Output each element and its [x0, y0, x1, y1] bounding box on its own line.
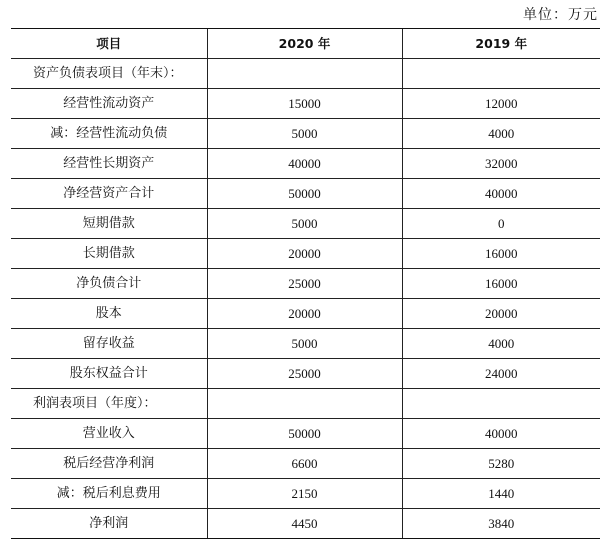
- row-label: 留存收益: [11, 329, 207, 359]
- row-label: 税后经营净利润: [11, 449, 207, 479]
- table-row: [11, 179, 600, 209]
- section-row: [11, 59, 600, 89]
- cell-2019: 12000: [402, 89, 600, 119]
- cell-2019: 20000: [402, 299, 600, 329]
- header-row: [11, 29, 600, 59]
- header-2019: 2019 年: [402, 29, 600, 59]
- cell-2020: 25000: [207, 359, 402, 389]
- row-label: 营业收入: [11, 419, 207, 449]
- cell-2019: [402, 389, 600, 419]
- table-row: [11, 149, 600, 179]
- cell-2019: 40000: [402, 419, 600, 449]
- row-label: 股东权益合计: [11, 359, 207, 389]
- cell-2020: 50000: [207, 419, 402, 449]
- financial-table: [11, 28, 600, 539]
- cell-2020: 5000: [207, 119, 402, 149]
- table-row: [11, 419, 600, 449]
- cell-2020: 6600: [207, 449, 402, 479]
- header-item: 项目: [11, 29, 207, 59]
- cell-2019: 32000: [402, 149, 600, 179]
- row-label: 经营性长期资产: [11, 149, 207, 179]
- section-label: 资产负债表项目（年末）：: [11, 59, 207, 89]
- table-row: [11, 479, 600, 509]
- unit-label: 单位：万元: [523, 7, 598, 23]
- cell-2020: 15000: [207, 89, 402, 119]
- cell-2020: 20000: [207, 299, 402, 329]
- header-2020: 2020 年: [207, 29, 402, 59]
- row-label: 净经营资产合计: [11, 179, 207, 209]
- row-label: 减：经营性流动负债: [11, 119, 207, 149]
- table-row: [11, 509, 600, 539]
- row-label: 减：税后利息费用: [11, 479, 207, 509]
- cell-2020: 40000: [207, 149, 402, 179]
- table-body: [11, 59, 600, 539]
- table-header: [11, 29, 600, 59]
- cell-2019: 5280: [402, 449, 600, 479]
- row-label: 短期借款: [11, 209, 207, 239]
- cell-2020: 25000: [207, 269, 402, 299]
- cell-2019: 16000: [402, 269, 600, 299]
- table-row: [11, 329, 600, 359]
- row-label: 经营性流动资产: [11, 89, 207, 119]
- cell-2019: 24000: [402, 359, 600, 389]
- cell-2019: [402, 59, 600, 89]
- table-row: [11, 449, 600, 479]
- cell-2020: 5000: [207, 209, 402, 239]
- row-label: 股本: [11, 299, 207, 329]
- cell-2019: 16000: [402, 239, 600, 269]
- table-row: [11, 359, 600, 389]
- cell-2020: 50000: [207, 179, 402, 209]
- row-label: 净利润: [11, 509, 207, 539]
- cell-2019: 4000: [402, 119, 600, 149]
- cell-2020: [207, 389, 402, 419]
- cell-2020: 5000: [207, 329, 402, 359]
- cell-2020: 2150: [207, 479, 402, 509]
- table-row: [11, 299, 600, 329]
- cell-2019: 1440: [402, 479, 600, 509]
- cell-2020: [207, 59, 402, 89]
- row-label: 净负债合计: [11, 269, 207, 299]
- table-row: [11, 269, 600, 299]
- table-row: [11, 209, 600, 239]
- cell-2019: 0: [402, 209, 600, 239]
- cell-2019: 4000: [402, 329, 600, 359]
- table-row: [11, 119, 600, 149]
- cell-2019: 40000: [402, 179, 600, 209]
- section-row: [11, 389, 600, 419]
- cell-2019: 3840: [402, 509, 600, 539]
- cell-2020: 20000: [207, 239, 402, 269]
- section-label: 利润表项目（年度）：: [11, 389, 207, 419]
- row-label: 长期借款: [11, 239, 207, 269]
- cell-2020: 4450: [207, 509, 402, 539]
- table-row: [11, 89, 600, 119]
- table-row: [11, 239, 600, 269]
